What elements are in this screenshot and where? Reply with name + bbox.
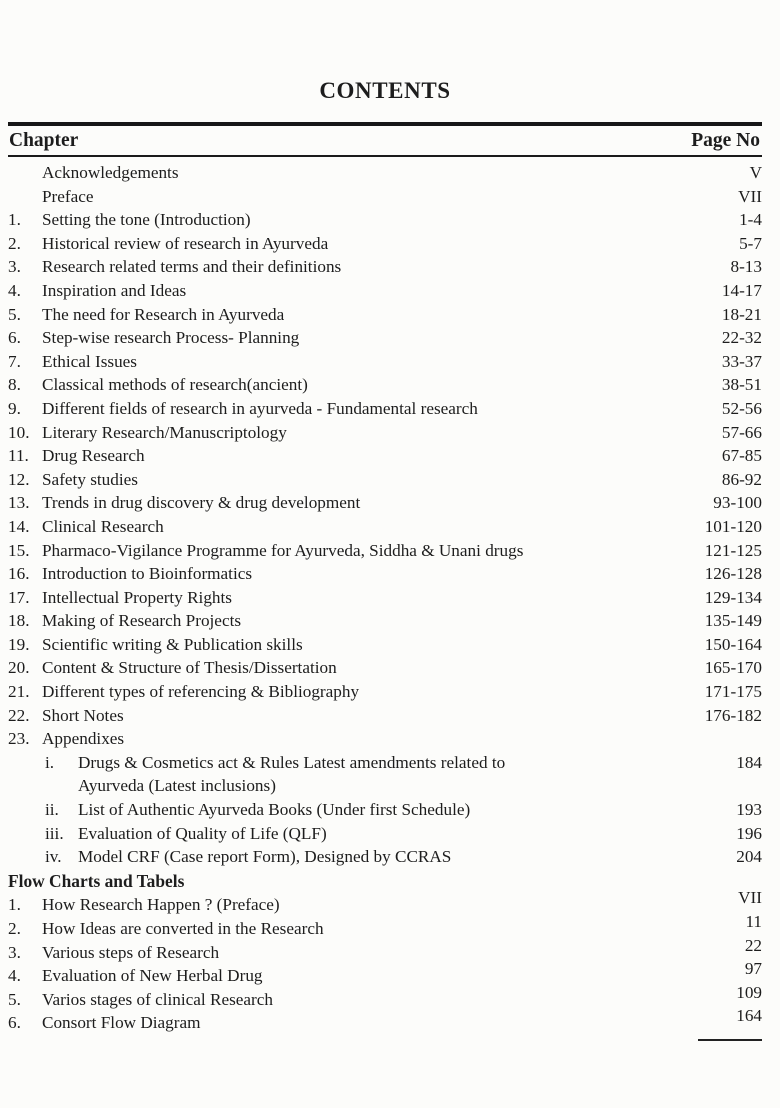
row-number: 3.	[8, 942, 21, 962]
row-page: 126-128	[704, 564, 762, 584]
toc-row	[8, 704, 762, 728]
row-page: 22	[744, 935, 762, 955]
row-page: 93-100	[713, 493, 762, 513]
toc-row	[8, 1006, 762, 1035]
toc-row	[8, 255, 762, 279]
row-number: 4.	[8, 280, 21, 300]
row-number: 22.	[8, 705, 30, 725]
row-page: 57-66	[721, 422, 762, 442]
row-number: 4.	[8, 966, 21, 986]
toc-row	[8, 539, 762, 563]
row-page: 101-120	[704, 516, 762, 536]
row-title: Research related terms and their definitions	[42, 257, 342, 277]
row-number: 5.	[8, 304, 21, 324]
toc-row	[8, 562, 762, 586]
chapter-rows	[8, 208, 762, 751]
row-number: 6.	[8, 1013, 21, 1033]
row-number: 9.	[8, 398, 21, 418]
toc-row	[8, 279, 762, 303]
row-title: Classical methods of research(ancient)	[42, 375, 308, 395]
row-number: 3.	[8, 257, 21, 277]
row-page: 165-170	[704, 658, 762, 678]
row-number: 17.	[8, 587, 30, 607]
toc-row	[8, 232, 762, 256]
row-number: 5.	[8, 989, 21, 1009]
row-number: 1.	[8, 210, 21, 230]
row-number: 23.	[8, 729, 30, 749]
row-number: 14.	[8, 516, 30, 536]
toc-row	[8, 680, 762, 704]
row-page: 184	[736, 752, 762, 772]
row-title: Preface	[42, 186, 94, 206]
row-page: 135-149	[704, 611, 762, 631]
row-page: 193	[736, 800, 762, 820]
row-number	[8, 161, 42, 185]
row-page: 109	[736, 982, 762, 1002]
toc-row	[8, 421, 762, 445]
row-title: Historical review of research in Ayurveda	[42, 233, 329, 253]
row-title: Appendixes	[42, 729, 125, 749]
row-title: Scientific writing & Publication skills	[42, 634, 303, 654]
column-header-row	[8, 126, 762, 155]
row-title: How Research Happen ? (Preface)	[42, 895, 280, 915]
row-number: 12.	[8, 469, 30, 489]
row-page: 22-32	[721, 328, 762, 348]
row-number: 6.	[8, 328, 21, 348]
toc-row	[8, 751, 762, 798]
row-page: 196	[736, 823, 762, 843]
row-number: iv.	[45, 847, 62, 867]
row-title: Step-wise research Process- Planning	[42, 328, 300, 348]
row-number: 13.	[8, 493, 30, 513]
flow-rows	[8, 888, 762, 1035]
column-header-page: Page No	[691, 129, 760, 151]
row-number: 11.	[8, 446, 29, 466]
toc-row	[8, 822, 762, 846]
toc-row	[8, 303, 762, 327]
toc-row	[8, 208, 762, 232]
row-number: 2.	[8, 233, 21, 253]
row-title: Safety studies	[42, 469, 138, 489]
row-number: i.	[45, 752, 55, 772]
toc-row	[8, 609, 762, 633]
row-title: Content & Structure of Thesis/Dissertation	[42, 658, 337, 678]
toc-list	[8, 161, 762, 1041]
page-title: CONTENTS	[319, 78, 451, 103]
row-page: 86-92	[721, 469, 762, 489]
row-title: Various steps of Research	[42, 942, 220, 962]
row-title: Pharmaco-Vigilance Programme for Ayurveda, Siddha & Unani drugs	[42, 540, 524, 560]
row-title: How Ideas are converted in the Research	[42, 919, 324, 938]
column-header-chapter: Chapter	[9, 129, 79, 151]
row-title: Introduction to Bioinformatics	[42, 564, 253, 584]
row-page: 97	[744, 959, 762, 979]
toc-row	[8, 798, 762, 822]
flow-section-heading: Flow Charts and Tabels	[8, 870, 185, 891]
toc-row	[8, 350, 762, 374]
row-page: 150-164	[704, 634, 762, 654]
row-number	[8, 185, 42, 209]
row-page: 164	[736, 1006, 762, 1026]
toc-row	[8, 959, 762, 988]
toc-row	[8, 912, 762, 941]
row-page: 129-134	[704, 587, 762, 607]
row-page: 204	[736, 847, 762, 867]
row-number: iii.	[45, 823, 64, 843]
toc-row	[8, 491, 762, 515]
row-number: 8.	[8, 375, 21, 395]
row-number: 16.	[8, 564, 30, 584]
row-title-line1: List of Authentic Ayurveda Books (Under first Schedule)	[78, 800, 471, 820]
row-page: 14-17	[721, 280, 762, 300]
row-page: 121-125	[704, 540, 762, 560]
row-number: 20.	[8, 658, 30, 678]
toc-row	[8, 845, 762, 869]
front-matter-rows	[8, 161, 762, 208]
row-title: Acknowledgements	[42, 163, 179, 182]
row-number: 7.	[8, 351, 21, 371]
row-page: 1-4	[739, 210, 762, 230]
row-number: 10.	[8, 422, 30, 442]
toc-row	[8, 935, 762, 965]
toc-row	[8, 633, 762, 657]
row-title	[78, 798, 736, 822]
row-title: Varios stages of clinical Research	[42, 989, 273, 1009]
toc-row	[8, 982, 762, 1012]
end-rule	[698, 1039, 762, 1041]
row-page: VII	[738, 888, 762, 908]
row-title	[78, 751, 736, 798]
appendix-rows	[8, 751, 762, 869]
row-title-line1: Model CRF (Case report Form), Designed by CCRAS	[78, 847, 452, 867]
row-title: Making of Research Projects	[42, 611, 242, 631]
row-title	[78, 845, 736, 869]
row-title: Intellectual Property Rights	[42, 587, 232, 607]
row-title: The need for Research in Ayurveda	[42, 304, 285, 324]
row-title: Different types of referencing & Bibliography	[42, 682, 360, 702]
row-title-line1: Drugs & Cosmetics act & Rules Latest amendments related to	[78, 752, 506, 772]
row-page: 5-7	[739, 233, 762, 253]
divider-header	[8, 155, 762, 158]
toc-row	[8, 586, 762, 610]
row-title	[78, 822, 736, 846]
toc-row	[8, 326, 762, 350]
row-number: 1.	[8, 895, 21, 915]
row-number: ii.	[45, 800, 59, 820]
row-title: Clinical Research	[42, 516, 164, 536]
toc-row	[8, 515, 762, 539]
row-number: 19.	[8, 634, 30, 654]
row-number: 18.	[8, 611, 30, 631]
row-page: 67-85	[721, 446, 762, 466]
row-title: Setting the tone (Introduction)	[42, 210, 251, 230]
row-title: Drug Research	[42, 446, 145, 466]
toc-row	[8, 373, 762, 397]
row-title: Literary Research/Manuscriptology	[42, 422, 287, 442]
row-title-line1: Evaluation of Quality of Life (QLF)	[78, 823, 327, 843]
row-page: 18-21	[721, 304, 762, 324]
row-page: 38-51	[721, 375, 762, 395]
row-number: 21.	[8, 682, 30, 702]
row-title: Evaluation of New Herbal Drug	[42, 966, 263, 986]
row-title-line2: Ayurveda (Latest inclusions)	[78, 776, 276, 796]
row-page: VII	[738, 186, 762, 206]
toc-row	[8, 727, 762, 751]
row-page: 8-13	[730, 257, 762, 277]
toc-row	[8, 444, 762, 468]
row-title: Trends in drug discovery & drug development	[42, 493, 361, 513]
row-page: 171-175	[704, 682, 762, 702]
toc-row	[8, 888, 762, 917]
row-page: 52-56	[721, 398, 762, 418]
row-page: 11	[745, 912, 762, 931]
toc-row	[8, 397, 762, 421]
toc-row	[8, 161, 762, 185]
row-page: 33-37	[721, 351, 762, 371]
row-number: 15.	[8, 540, 30, 560]
toc-row	[8, 656, 762, 680]
row-title: Ethical Issues	[42, 351, 137, 371]
toc-row	[8, 468, 762, 492]
row-title: Inspiration and Ideas	[42, 280, 187, 300]
row-page: 176-182	[704, 705, 762, 725]
row-title: Consort Flow Diagram	[42, 1013, 201, 1033]
row-page: V	[749, 163, 762, 182]
row-title: Different fields of research in ayurveda - Fundamental research	[42, 398, 478, 418]
toc-row	[8, 185, 762, 209]
row-title: Short Notes	[42, 705, 124, 725]
row-number: 2.	[8, 919, 21, 938]
